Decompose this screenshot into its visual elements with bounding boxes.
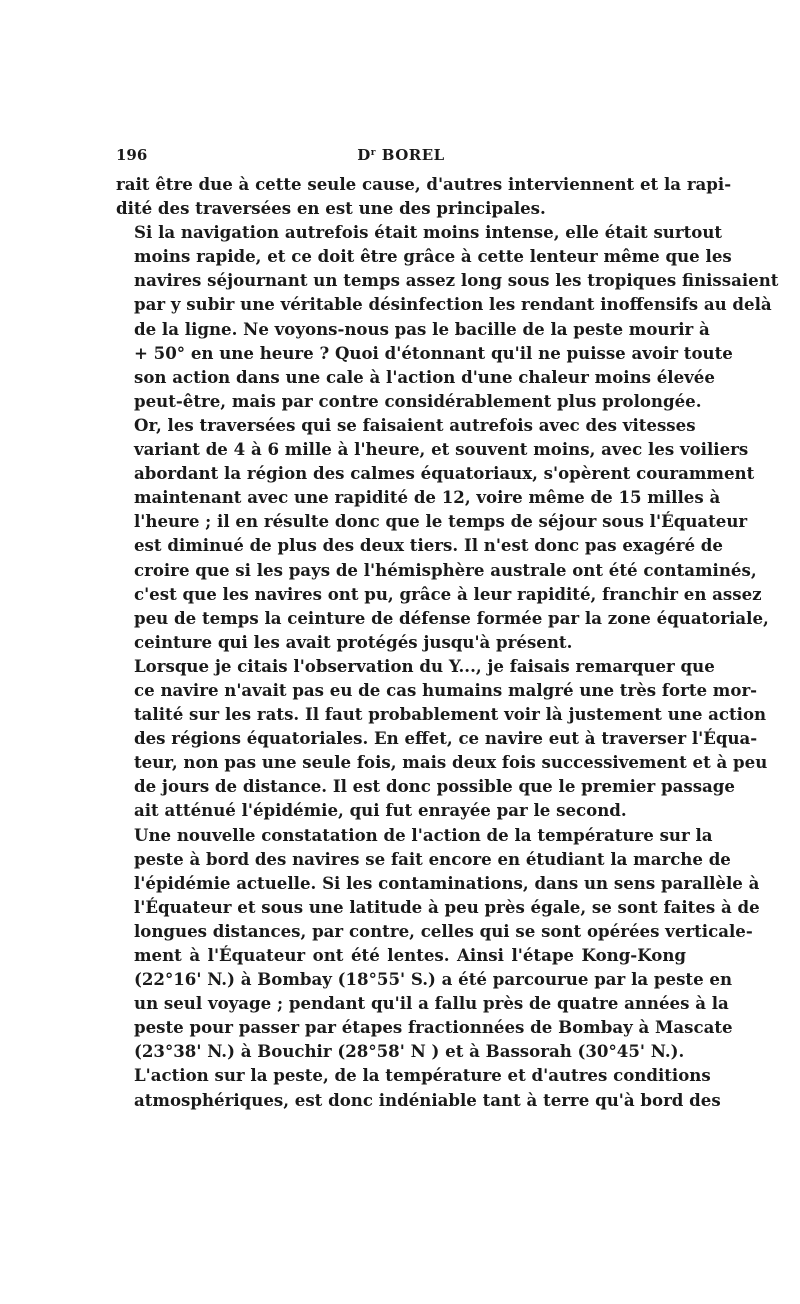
body-text <box>116 172 779 1112</box>
text-line: abordant la région des calmes équatoriaux, s'opèrent couramment <box>134 463 755 484</box>
text-line: peu de temps la ceinture de défense formée par la zone équatoriale, <box>134 607 769 628</box>
text-line: rait être due à cette seule cause, d'autres interviennent et la rapi- <box>116 174 732 194</box>
text-line: variant de 4 à 6 mille à l'heure, et souvent moins, avec les voiliers <box>134 439 749 460</box>
text-line: L'action sur la peste, de la température et d'autres conditions <box>134 1065 711 1086</box>
text-line: un seul voyage ; pendant qu'il a fallu près de quatre années à la <box>134 993 729 1014</box>
paragraph <box>116 654 768 823</box>
text-line: teur, non pas une seule fois, mais deux fois successivement et à peu <box>134 752 768 773</box>
text-line: l'épidémie actuelle. Si les contaminations, dans un sens parallèle à <box>134 872 760 893</box>
text-line: croire que si les pays de l'hémisphère australe ont été contaminés, <box>134 559 757 580</box>
paragraph <box>116 413 769 654</box>
text-line: l'Équateur et sous une latitude à peu près égale, se sont faites à de <box>134 896 760 917</box>
text-line: peste à bord des navires se fait encore en étudiant la marche de <box>134 848 731 869</box>
text-line: (23°38' N.) à Bouchir (28°58' N ) et à Bassorah (30°45' N.). <box>134 1041 685 1062</box>
paragraph <box>116 823 760 1064</box>
text-line: + 50° en une heure ? Quoi d'étonnant qu'il ne puisse avoir toute <box>134 342 733 363</box>
text-line: (22°16' N.) à Bombay (18°55' S.) a été parcourue par la peste en <box>134 969 733 990</box>
page <box>116 146 779 1112</box>
text-line: Une nouvelle constatation de l'action de la température sur la <box>134 824 713 845</box>
text-line: longues distances, par contre, celles qui se sont opérées verticale- <box>134 920 753 941</box>
text-line: dité des traversées en est une des principales. <box>116 198 546 219</box>
running-head-author: BOREL <box>376 146 445 164</box>
text-line: ce navire n'avait pas eu de cas humains malgré une très forte mor- <box>134 679 758 700</box>
text-line: l'heure ; il en résulte donc que le temps de séjour sous l'Équateur <box>134 511 748 532</box>
paragraph <box>116 1063 721 1111</box>
text-line: ait atténué l'épidémie, qui fut enrayée par le second. <box>134 800 627 821</box>
text-line: de jours de distance. Il est donc possible que le premier passage <box>134 776 735 797</box>
running-head-title: D <box>357 146 371 164</box>
text-line: c'est que les navires ont pu, grâce à leur rapidité, franchir en assez <box>134 583 762 604</box>
text-line: par y subir une véritable désinfection les rendant inoffensifs au delà <box>134 294 772 315</box>
paragraph <box>116 172 732 220</box>
text-line: peut-être, mais par contre considérablement plus prolongée. <box>134 390 702 411</box>
text-line: de la ligne. Ne voyons-nous pas le bacille de la peste mourir à <box>134 318 710 339</box>
text-line: moins rapide, et ce doit être grâce à cette lenteur même que les <box>134 246 732 267</box>
text-line: ceinture qui les avait protégés jusqu'à présent. <box>134 631 573 652</box>
text-line: atmosphériques, est donc indéniable tant à terre qu'à bord des <box>134 1089 721 1110</box>
text-line: ment à l'Équateur ont été lentes. Ainsi l'étape Kong-Kong <box>134 945 686 965</box>
text-line: son action dans une cale à l'action d'une chaleur moins élevée <box>134 366 715 387</box>
text-line: Or, les traversées qui se faisaient autrefois avec des vitesses <box>134 414 696 435</box>
page-number: 196 <box>116 146 148 164</box>
text-line: peste pour passer par étapes fractionnées de Bombay à Mascate <box>134 1017 733 1038</box>
text-line: Si la navigation autrefois était moins intense, elle était surtout <box>134 222 723 243</box>
text-line: est diminué de plus des deux tiers. Il n'est donc pas exagéré de <box>134 535 723 556</box>
running-head-superscript: r <box>370 148 377 158</box>
text-line: talité sur les rats. Il faut probablement voir là justement une action <box>134 704 767 725</box>
running-head <box>116 146 686 164</box>
text-line: maintenant avec une rapidité de 12, voire même de 15 milles à <box>134 487 721 508</box>
page-header <box>116 146 686 172</box>
text-line: navires séjournant un temps assez long sous les tropiques finissaient <box>134 270 779 291</box>
text-line: Lorsque je citais l'observation du Y..., je faisais remarquer que <box>134 655 715 676</box>
paragraph <box>116 220 779 413</box>
text-line: des régions équatoriales. En effet, ce navire eut à traverser l'Équa- <box>134 728 758 749</box>
